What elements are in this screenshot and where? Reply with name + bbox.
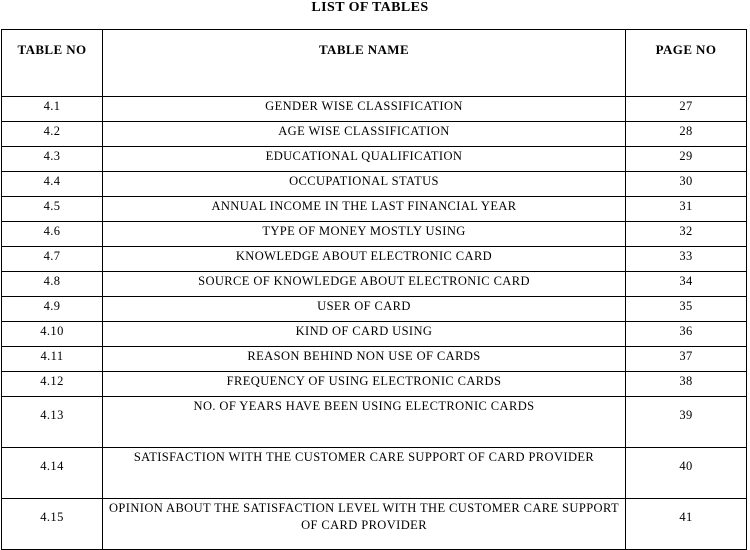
table-row xyxy=(2,222,747,247)
table-no: 4.1 xyxy=(2,97,103,122)
table-no: 4.8 xyxy=(2,272,103,297)
table-no: 4.6 xyxy=(2,222,103,247)
table-name: OCCUPATIONAL STATUS xyxy=(103,172,626,197)
header-row xyxy=(2,30,747,97)
table-row xyxy=(2,147,747,172)
table-no: 4.3 xyxy=(2,147,103,172)
table-name: EDUCATIONAL QUALIFICATION xyxy=(103,147,626,172)
table-name: KIND OF CARD USING xyxy=(103,322,626,347)
table-no: 4.2 xyxy=(2,122,103,147)
table-name: SATISFACTION WITH THE CUSTOMER CARE SUPPORT OF CARD PROVIDER xyxy=(103,448,626,499)
page-no: 36 xyxy=(626,322,747,347)
table-name: TYPE OF MONEY MOSTLY USING xyxy=(103,222,626,247)
table-row xyxy=(2,397,747,448)
table-name: REASON BEHIND NON USE OF CARDS xyxy=(103,347,626,372)
table-no: 4.9 xyxy=(2,297,103,322)
table-name: USER OF CARD xyxy=(103,297,626,322)
table-name: NO. OF YEARS HAVE BEEN USING ELECTRONIC CARDS xyxy=(103,397,626,448)
page-no: 31 xyxy=(626,197,747,222)
table-no: 4.5 xyxy=(2,197,103,222)
table-no: 4.15 xyxy=(2,499,103,550)
table-row xyxy=(2,97,747,122)
header-table-no xyxy=(2,30,103,97)
table-no: 4.11 xyxy=(2,347,103,372)
table-row xyxy=(2,448,747,499)
table-name: SOURCE OF KNOWLEDGE ABOUT ELECTRONIC CARD xyxy=(103,272,626,297)
page-no: 27 xyxy=(626,97,747,122)
list-of-tables xyxy=(1,29,747,550)
header-page-no-label: PAGE NO xyxy=(655,42,717,57)
table-row xyxy=(2,499,747,550)
table-row xyxy=(2,197,747,222)
table-row xyxy=(2,272,747,297)
table-no: 4.10 xyxy=(2,322,103,347)
table-row xyxy=(2,322,747,347)
table-row xyxy=(2,122,747,147)
table-no: 4.14 xyxy=(2,448,103,499)
table-no: 4.4 xyxy=(2,172,103,197)
table-name: ANNUAL INCOME IN THE LAST FINANCIAL YEAR xyxy=(103,197,626,222)
page-no: 41 xyxy=(626,499,747,550)
table-name: AGE WISE CLASSIFICATION xyxy=(103,122,626,147)
table-no: 4.7 xyxy=(2,247,103,272)
table-row xyxy=(2,172,747,197)
table-row xyxy=(2,347,747,372)
page-no: 29 xyxy=(626,147,747,172)
table-row xyxy=(2,297,747,322)
page-no: 37 xyxy=(626,347,747,372)
table-row xyxy=(2,247,747,272)
page-no: 33 xyxy=(626,247,747,272)
table-name: KNOWLEDGE ABOUT ELECTRONIC CARD xyxy=(103,247,626,272)
header-table-name: TABLE NAME xyxy=(103,30,626,97)
table-name: GENDER WISE CLASSIFICATION xyxy=(103,97,626,122)
table-name: OPINION ABOUT THE SATISFACTION LEVEL WITH THE CUSTOMER CARE SUPPORT OF CARD PROVIDER xyxy=(103,499,626,550)
table-row xyxy=(2,372,747,397)
page-no: 40 xyxy=(626,448,747,499)
page-no: 34 xyxy=(626,272,747,297)
page-title: LIST OF TABLES xyxy=(311,0,429,15)
page-no: 39 xyxy=(626,397,747,448)
header-table-no-label: TABLE NO xyxy=(17,42,87,57)
header-page-no xyxy=(626,30,747,97)
page-no: 28 xyxy=(626,122,747,147)
table-name: FREQUENCY OF USING ELECTRONIC CARDS xyxy=(103,372,626,397)
table-no: 4.13 xyxy=(2,397,103,448)
page-no: 30 xyxy=(626,172,747,197)
page-no: 38 xyxy=(626,372,747,397)
page-no: 35 xyxy=(626,297,747,322)
page-no: 32 xyxy=(626,222,747,247)
table-no: 4.12 xyxy=(2,372,103,397)
